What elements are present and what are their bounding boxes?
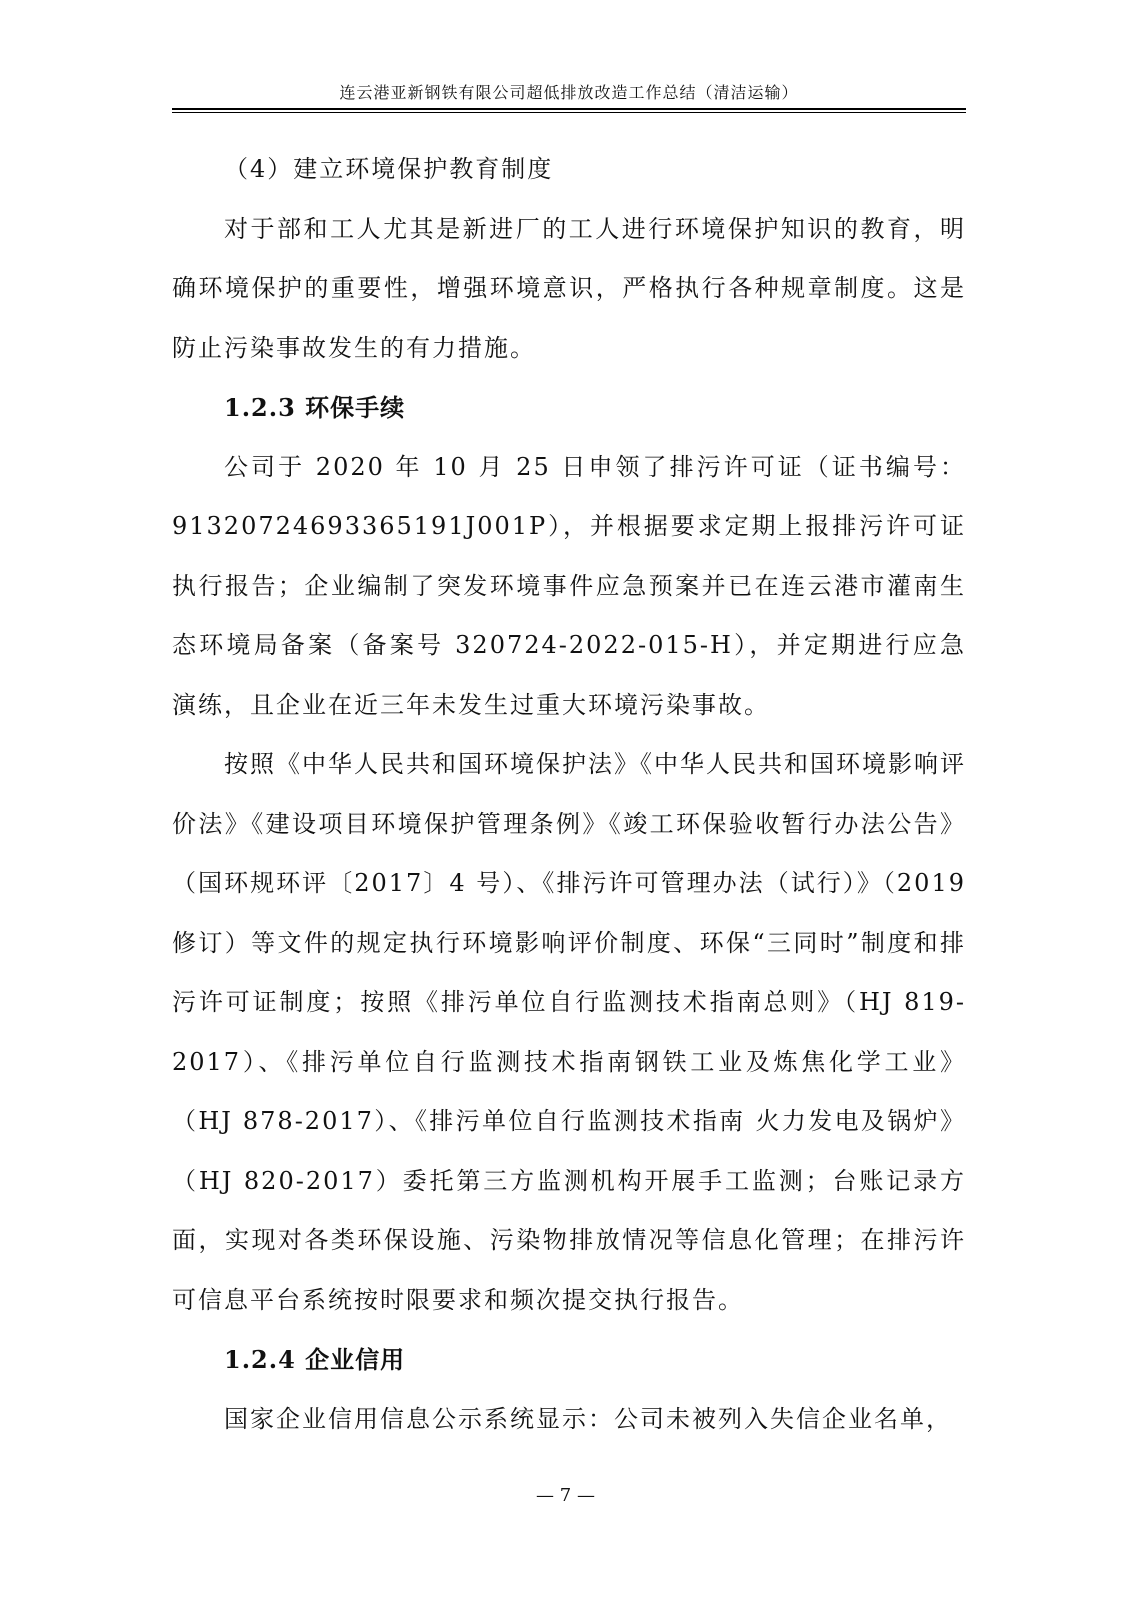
paragraph-credit: 国家企业信用信息公示系统显示：公司未被列入失信企业名单，: [224, 1404, 952, 1433]
section-heading-credit: 1.2.4 企业信用: [224, 1345, 406, 1374]
paragraph-permit: 公司于 2020 年 10 月 25 日申领了排污许可证（证书编号：91320724693365191J001P），并根据要求定期上报排污许可证执行报告；企业编制了突发环境事件应急预案并已在连云港市灌南生态环境局备案（备案号 320724-2022-015-H），并定期进行应急演练，且企业在近三年未发生过重大环境污染事故。: [172, 452, 966, 719]
sub-heading-education: （4）建立环境保护教育制度: [224, 155, 554, 183]
paragraph-education: 对于部和工人尤其是新进厂的工人进行环境保护知识的教育，明确环境保护的重要性，增强环境意识，严格执行各种规章制度。这是防止污染事故发生的有力措施。: [172, 214, 966, 362]
page-header: 连云港亚新钢铁有限公司超低排放改造工作总结（清洁运输）: [339, 83, 799, 102]
header-rule: [172, 108, 966, 113]
page-number: — 7 —: [536, 1485, 595, 1506]
document-body: [172, 140, 966, 1449]
section-heading-permits: 1.2.3 环保手续: [224, 393, 406, 422]
paragraph-laws: 按照《中华人民共和国环境保护法》《中华人民共和国环境影响评价法》《建设项目环境保护管理条例》《竣工环保验收暂行办法公告》（国环规环评〔2017〕4 号）、《排污许可管理办法（试行）》（2019 修订）等文件的规定执行环境影响评价制度、环保“三同时”制度和排污许可证制度；按照《排污单位自行监测技术指南总则》（HJ 819-2017）、《排污单位自行监测技术指南钢铁工业及炼焦化学工业》（HJ 878-2017）、《排污单位自行监测技术指南 火力发电及锅炉》（HJ 820-2017）委托第三方监测机构开展手工监测；台账记录方面，实现对各类环保设施、污染物排放情况等信息化管理；在排污许可信息平台系统按时限要求和频次提交执行报告。: [172, 750, 966, 1314]
